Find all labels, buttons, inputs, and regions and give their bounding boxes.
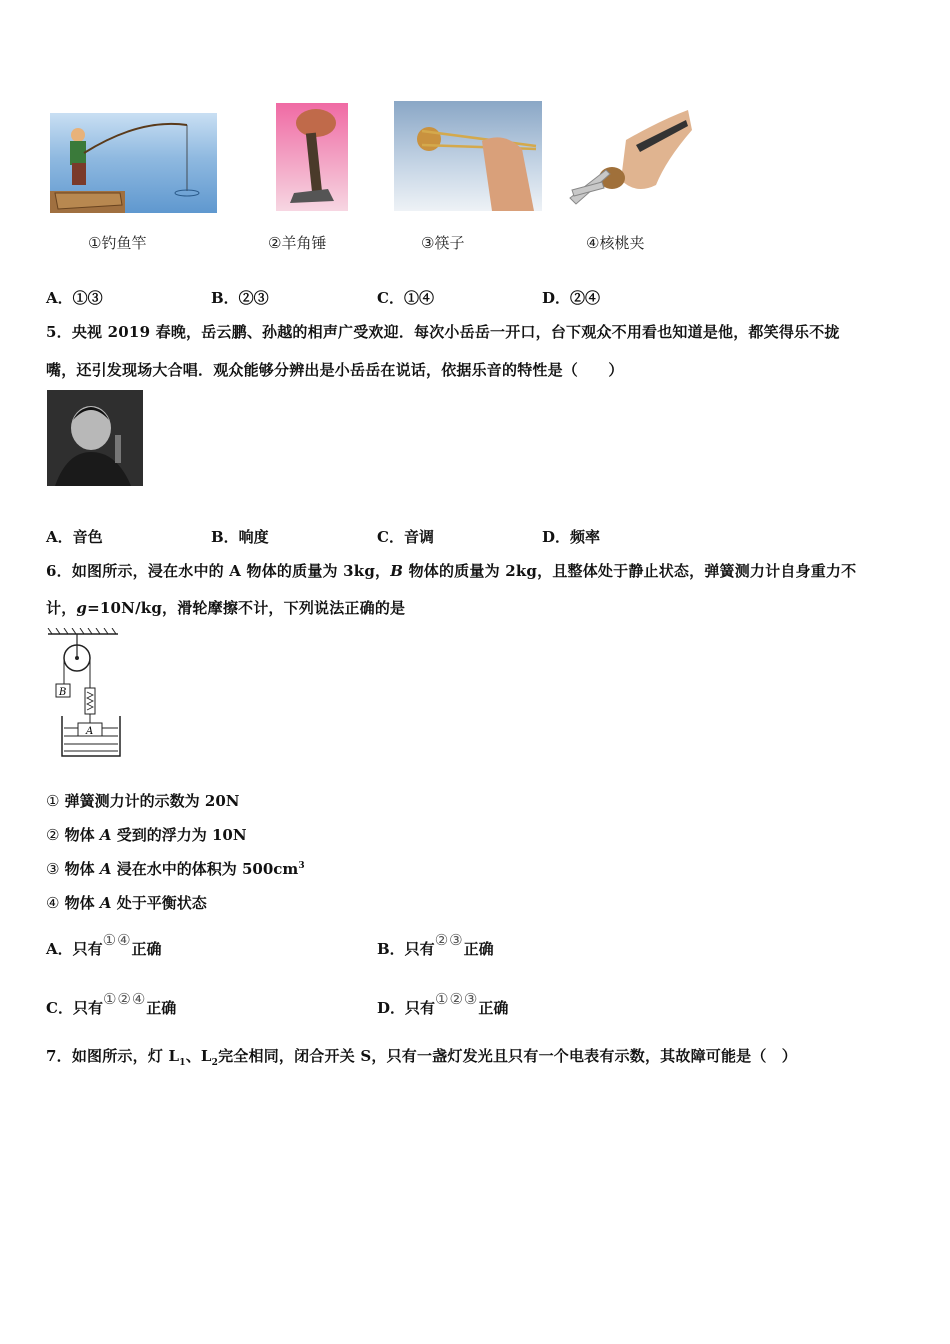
chopsticks-image — [394, 101, 542, 211]
comedian-photo — [47, 390, 143, 486]
q6-option-b: B．只有②③正确 — [377, 931, 494, 958]
q6-option-c: C．只有①②④正确 — [46, 990, 177, 1017]
q7-stem: 7．如图所示，灯 $L_1$、$L_2$完全相同，闭合开关 S，只有一盏灯发光且只有一个电表有示数，其故障可能是（ ） — [46, 1047, 797, 1068]
caption-claw-hammer: ②羊角锤 — [268, 234, 327, 252]
q4-option-a: A．①③ — [46, 289, 103, 307]
q6-statement-2: ② 物体 A 受到的浮力为 10N — [46, 826, 247, 844]
pulley-spring-diagram — [44, 628, 124, 758]
q6-option-a: A．只有①④正确 — [46, 931, 162, 958]
block-a-label: A — [86, 726, 94, 737]
q4-option-c: C．①④ — [377, 289, 434, 307]
q5-option-d: D．频率 — [542, 528, 601, 546]
q6-stem-line-2: 计，g=10N/kg，滑轮摩擦不计，下列说法正确的是 — [46, 599, 406, 617]
caption-chopsticks: ③筷子 — [421, 234, 465, 252]
q5-option-c: C．音调 — [377, 528, 434, 546]
nutcracker-image — [566, 100, 692, 208]
q6-statement-4: ④ 物体 A 处于平衡状态 — [46, 894, 207, 912]
q4-option-d: D．②④ — [542, 289, 601, 307]
caption-nutcracker: ④核桃夹 — [586, 234, 645, 252]
q6-statement-1: ① 弹簧测力计的示数为 20N — [46, 792, 240, 810]
claw-hammer-image — [276, 103, 348, 211]
q4-option-b: B．②③ — [211, 289, 269, 307]
q5-option-a: A．音色 — [46, 528, 103, 546]
q6-statement-3: ③ 物体 A 浸在水中的体积为 $500cm^3$ — [46, 860, 305, 878]
fishing-rod-image — [50, 113, 217, 213]
q5-stem-line-1: 5．央视 2019 春晚，岳云鹏、孙越的相声广受欢迎．每次小岳岳一开口，台下观众不用看也知道是他，都笑得乐不拢 — [46, 323, 840, 341]
q6-option-d: D．只有①②③正确 — [377, 990, 509, 1017]
block-b-label: B — [59, 687, 67, 698]
q6-stem-line-1: 6．如图所示，浸在水中的 A 物体的质量为 3kg，B 物体的质量为 2kg，且整体处于静止状态，弹簧测力计自身重力不 — [46, 562, 857, 580]
q5-option-b: B．响度 — [211, 528, 269, 546]
q5-stem-line-2: 嘴，还引发现场大合唱．观众能够分辨出是小岳岳在说话，依据乐音的特性是（ ） — [46, 361, 624, 379]
caption-fishing-rod: ①钓鱼竿 — [88, 234, 147, 252]
